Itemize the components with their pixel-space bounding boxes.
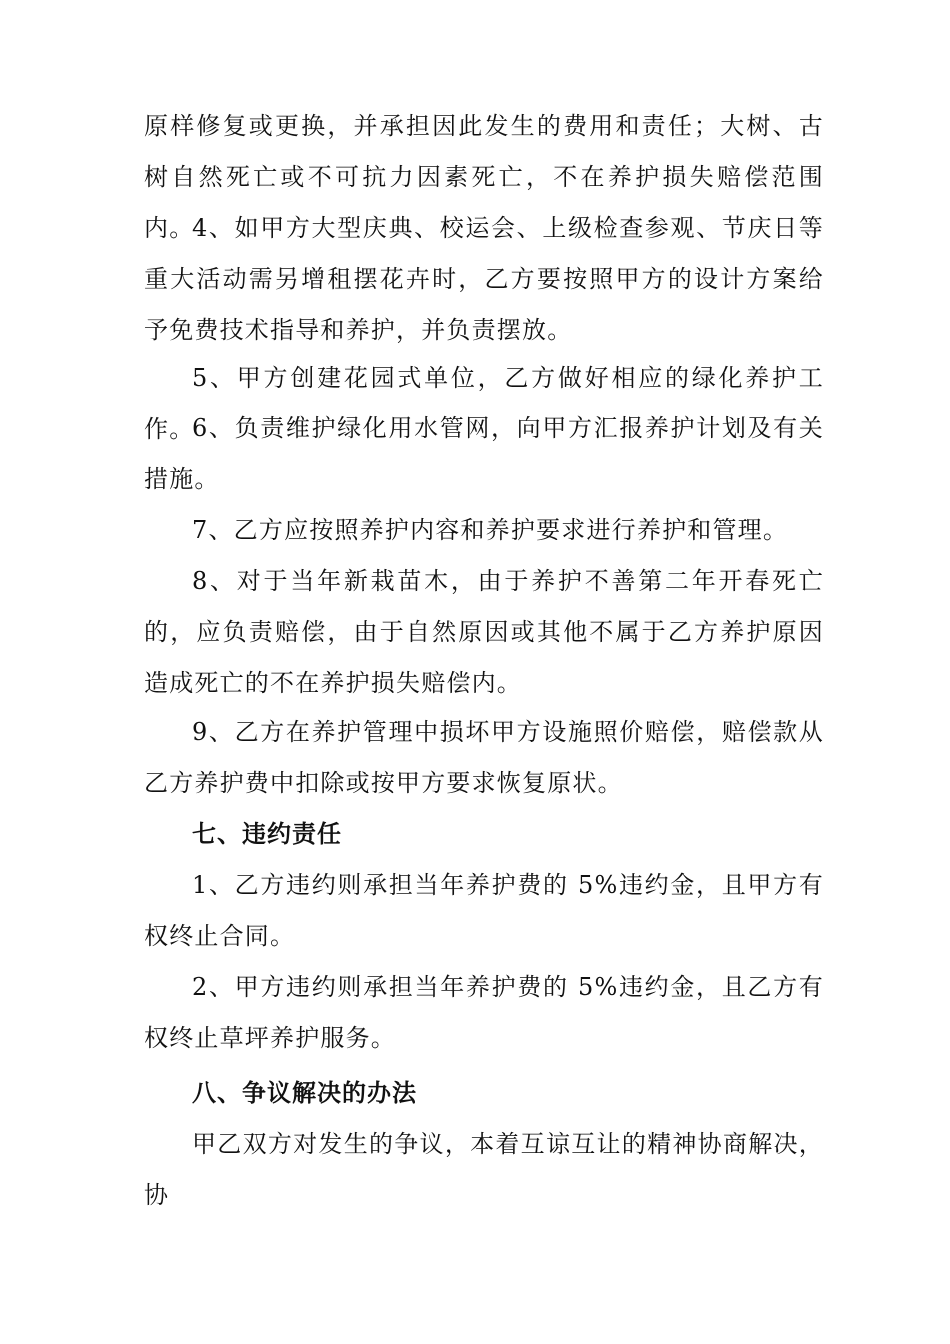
paragraph-breach-1: 1、乙方违约则承担当年养护费的 5%违约金，且甲方有权终止合同。 <box>144 871 824 950</box>
paragraph-breach-2: 2、甲方违约则承担当年养护费的 5%违约金，且乙方有权终止草坪养护服务。 <box>144 973 824 1052</box>
paragraph-item-4: 4、如甲方大型庆典、校运会、上级检查参观、节庆日等重大活动需另增租摆花卉时，乙方要按照甲方的设计方案给予免费技术指导和养护，并负责摆放。 <box>144 214 824 344</box>
paragraph-continuation: 原样修复或更换，并承担因此发生的费用和责任；大树、古树自然死亡或不可抗力因素死亡，不在养护损失赔偿范围内。 <box>144 112 824 242</box>
paragraph-item-5: 5、甲方创建花园式单位，乙方做好相应的绿化养护工作。 <box>144 364 824 443</box>
paragraph-dispute: 甲乙双方对发生的争议，本着互谅互让的精神协商解决，协 <box>144 1130 824 1209</box>
paragraph-item-9: 9、乙方在养护管理中损坏甲方设施照价赔偿，赔偿款从乙方养护费中扣除或按甲方要求恢复原状。 <box>144 718 824 797</box>
paragraph-item-6: 6、负责维护绿化用水管网，向甲方汇报养护计划及有关措施。 <box>144 414 824 493</box>
paragraph-item-7: 7、乙方应按照养护内容和养护要求进行养护和管理。 <box>192 516 789 544</box>
section-heading-dispute: 八、争议解决的办法 <box>192 1079 417 1107</box>
paragraph-item-8: 8、对于当年新栽苗木，由于养护不善第二年开春死亡的，应负责赔偿，由于自然原因或其他不属于乙方养护原因造成死亡的不在养护损失赔偿内。 <box>144 567 824 697</box>
section-heading-breach: 七、违约责任 <box>192 820 342 848</box>
